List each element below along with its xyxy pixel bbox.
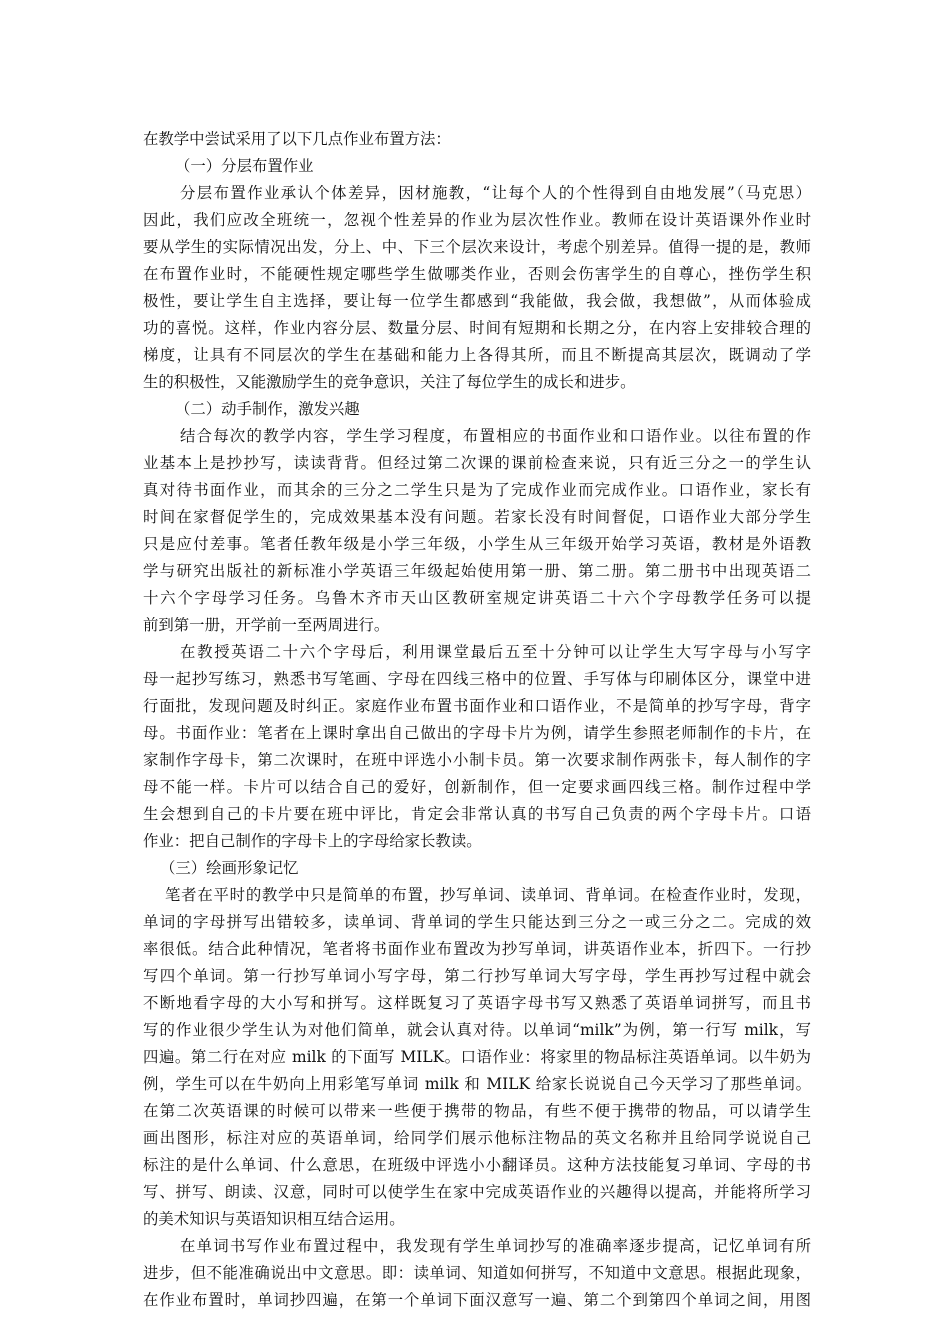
paragraph-line: 写、拼写、朗读、汉意，同时可以使学生在家中完成英语作业的兴趣得以提高，并能将所学习 xyxy=(143,1183,811,1201)
paragraph-line: 前到第一册，开学前一至两周进行。 xyxy=(143,616,390,634)
paragraph-line: 在布置作业时，不能硬性规定哪些学生做哪类作业，否则会伤害学生的自尊心，挫伤学生积 xyxy=(143,265,811,283)
paragraph-line: 生会想到自己的卡片要在班中评比，肯定会非常认真的书写自己负责的两个字母卡片。口语 xyxy=(143,805,811,823)
paragraph-line: 标注的是什么单词、什么意思，在班级中评选小小翻译员。这种方法技能复习单词、字母的书 xyxy=(143,1156,811,1174)
paragraph-line: 极性，要让学生自主选择，要让每一位学生都感到“我能做，我会做，我想做”，从而体验成 xyxy=(143,292,811,310)
paragraph-line: 在单词书写作业布置过程中，我发现有学生单词抄写的准确率逐步提高，记忆单词有所 xyxy=(180,1237,811,1255)
paragraph-line: 母一起抄写练习，熟悉书写笔画、字母在四线三格中的位置、手写体与印刷体区分，课堂中进 xyxy=(143,670,811,688)
paragraph-line: 分层布置作业承认个体差异，因材施教，“让每个人的个性得到自由地发展”（马克思） xyxy=(180,184,811,202)
paragraph-line: 生的积极性，又能激励学生的竞争意识，关注了每位学生的成长和进步。 xyxy=(143,373,636,391)
section-heading-3: （三）绘画形象记忆 xyxy=(160,859,299,877)
paragraph-line: 例，学生可以在牛奶向上用彩笔写单词 milk 和 MILK 给家长说说自己今天学习了那些单词。 xyxy=(143,1075,811,1093)
paragraph-line: 家制作字母卡，第二次课时，在班中评选小小制卡员。第一次要求制作两张卡，每人制作的字 xyxy=(143,751,811,769)
paragraph-line: 笔者在平时的教学中只是简单的布置，抄写单词、读单词、背单词。在检查作业时，发现， xyxy=(165,886,811,904)
paragraph-line: 真对待书面作业，而其余的三分之二学生只是为了完成作业而完成作业。口语作业，家长有 xyxy=(143,481,811,499)
paragraph-line: 单词的字母拼写出错较多，读单词、背单词的学生只能达到三分之一或三分之二。完成的效 xyxy=(143,913,811,931)
paragraph-line: 在教授英语二十六个字母后，利用课堂最后五至十分钟可以让学生大写字母与小写字 xyxy=(180,643,811,661)
paragraph-line: 在第二次英语课的时候可以带来一些便于携带的物品，有些不便于携带的物品，可以请学生 xyxy=(143,1102,811,1120)
paragraph-line: 率很低。结合此种情况，笔者将书面作业布置改为抄写单词，讲英语作业本，折四下。一行抄 xyxy=(143,940,811,958)
paragraph-line: 业基本上是抄抄写，读读背背。但经过第二次课的课前检查来说，只有近三分之一的学生认 xyxy=(143,454,811,472)
intro-line: 在教学中尝试采用了以下几点作业布置方法： xyxy=(143,130,451,148)
paragraph-line: 在作业布置时，单词抄四遍，在第一个单词下面汉意写一遍、第二个到第四个单词之间，用图 xyxy=(143,1291,811,1309)
paragraph-line: 功的喜悦。这样，作业内容分层、数量分层、时间有短期和长期之分，在内容上安排较合理的 xyxy=(143,319,811,337)
paragraph-line: 的美术知识与英语知识相互结合运用。 xyxy=(143,1210,405,1228)
paragraph-line: 母。书面作业：笔者在上课时拿出自己做出的字母卡片为例，请学生参照老师制作的卡片，在 xyxy=(143,724,811,742)
paragraph-line: 只是应付差事。笔者任教年级是小学三年级，小学生从三年级开始学习英语，教材是外语教 xyxy=(143,535,811,553)
paragraph-line: 学与研究出版社的新标准小学英语三年级起始使用第一册、第二册。第二册书中出现英语二 xyxy=(143,562,811,580)
paragraph-line: 四遍。第二行在对应 milk 的下面写 MILK。口语作业：将家里的物品标注英语单词。以牛奶为 xyxy=(143,1048,811,1066)
paragraph-line: 作业：把自己制作的字母卡上的字母给家长教读。 xyxy=(143,832,482,850)
paragraph-line: 因此，我们应改全班统一，忽视个性差异的作业为层次性作业。教师在设计英语课外作业时 xyxy=(143,211,811,229)
paragraph-line: 结合每次的教学内容，学生学习程度，布置相应的书面作业和口语作业。以往布置的作 xyxy=(180,427,811,445)
paragraph-line: 写四个单词。第一行抄写单词小写字母，第二行抄写单词大写字母，学生再抄写过程中就会 xyxy=(143,967,811,985)
paragraph-line: 梯度，让具有不同层次的学生在基础和能力上各得其所，而且不断提高其层次，既调动了学 xyxy=(143,346,811,364)
section-heading-2: （二）动手制作，激发兴趣 xyxy=(175,400,360,418)
paragraph-line: 要从学生的实际情况出发，分上、中、下三个层次来设计，考虑个别差异。值得一提的是，教师 xyxy=(143,238,811,256)
section-heading-1: （一）分层布置作业 xyxy=(175,157,314,175)
paragraph-line: 画出图形，标注对应的英语单词，给同学们展示他标注物品的英文名称并且给同学说说自己 xyxy=(143,1129,811,1147)
paragraph-line: 时间在家督促学生的，完成效果基本没有问题。若家长没有时间督促，口语作业大部分学生 xyxy=(143,508,811,526)
paragraph-line: 十六个字母学习任务。乌鲁木齐市天山区教研室规定讲英语二十六个字母教学任务可以提 xyxy=(143,589,811,607)
paragraph-line: 写的作业很少学生认为对他们简单，就会认真对待。以单词“milk”为例，第一行写 milk，写 xyxy=(143,1021,811,1039)
paragraph-line: 母不能一样。卡片可以结合自己的爱好，创新制作，但一定要求画四线三格。制作过程中学 xyxy=(143,778,811,796)
paragraph-line: 进步，但不能准确说出中文意思。即：读单词、知道如何拼写，不知道中文意思。根据此现象， xyxy=(143,1264,811,1282)
paragraph-line: 不断地看字母的大小写和拼写。这样既复习了英语字母书写又熟悉了英语单词拼写，而且书 xyxy=(143,994,811,1012)
paragraph-line: 行面批，发现问题及时纠正。家庭作业布置书面作业和口语作业，不是简单的抄写字母，背字 xyxy=(143,697,811,715)
